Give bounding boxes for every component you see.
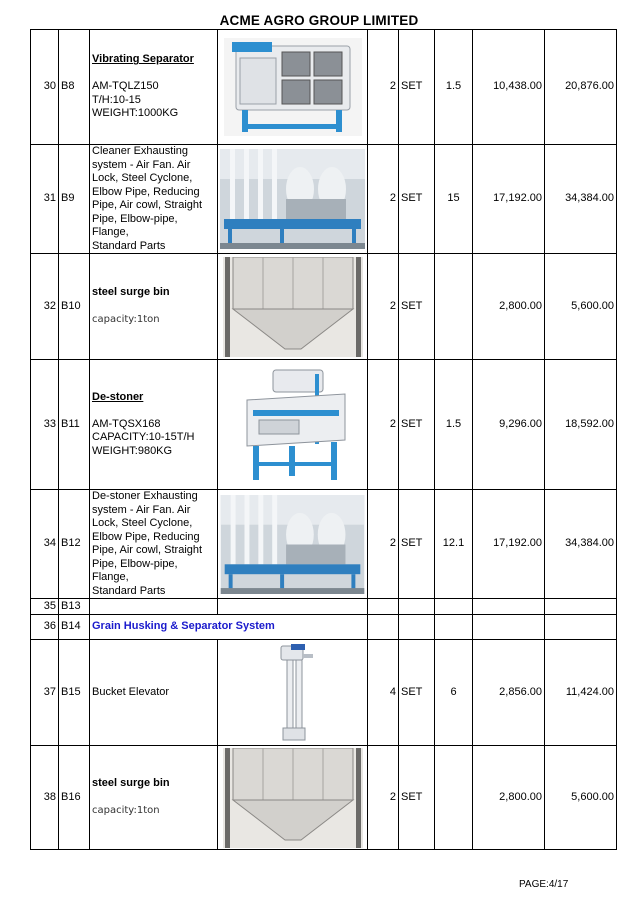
- unit: SET: [399, 145, 435, 254]
- table-row: [31, 640, 617, 746]
- item-no: 37: [31, 640, 59, 746]
- table-row: [31, 30, 617, 145]
- amount: 18,592.00: [545, 360, 617, 490]
- desc-line: Lock, Steel Cyclone,: [92, 517, 193, 529]
- desc-line: Cleaner Exhausting: [92, 145, 189, 157]
- page-title: ACME AGRO GROUP LIMITED: [219, 13, 419, 28]
- unit-price: 17,192.00: [473, 145, 545, 254]
- exhaust-system-image: [220, 149, 365, 249]
- destoner-image: [233, 366, 353, 484]
- item-no: 31: [31, 145, 59, 254]
- volume: [435, 746, 473, 850]
- item-no: 36: [31, 615, 59, 640]
- quantity: 2: [368, 145, 399, 254]
- volume: 1.5: [435, 360, 473, 490]
- unit: SET: [399, 30, 435, 145]
- product-image-cell: [218, 254, 368, 360]
- table-row: [31, 599, 617, 615]
- amount: 5,600.00: [545, 254, 617, 360]
- volume: 1.5: [435, 30, 473, 145]
- desc-line: system - Air Fan. Air: [92, 158, 191, 171]
- item-no: 32: [31, 254, 59, 360]
- unit-price: 10,438.00: [473, 30, 545, 145]
- amount: 20,876.00: [545, 30, 617, 145]
- item-title: steel surge bin: [92, 286, 170, 299]
- quantity: 2: [368, 490, 399, 599]
- desc-line: Pipe, Air cowl, Straight: [92, 544, 203, 556]
- item-description: [90, 490, 218, 599]
- volume: [435, 254, 473, 360]
- spec-line: AM-TQLZ150: [92, 80, 159, 93]
- page-number: PAGE:4/17: [519, 879, 569, 890]
- desc-line: De-stoner Exhausting: [92, 490, 198, 502]
- desc-line: Pipe, Elbow-pipe, Flange,: [92, 557, 178, 583]
- product-image-cell: [218, 30, 368, 145]
- item-description: [90, 30, 218, 145]
- item-description: [90, 360, 218, 490]
- desc-line: Pipe, Elbow-pipe, Flange,: [92, 212, 178, 238]
- item-no: 30: [31, 30, 59, 145]
- item-code: B10: [59, 254, 90, 360]
- quantity: 4: [368, 640, 399, 746]
- item-description: Bucket Elevator: [90, 640, 218, 746]
- unit-price: 9,296.00: [473, 360, 545, 490]
- quotation-table: [30, 29, 617, 850]
- spec-line: AM-TQSX168: [92, 417, 161, 430]
- quantity: 2: [368, 746, 399, 850]
- product-image-cell: [218, 746, 368, 850]
- desc-line: Lock, Steel Cyclone,: [92, 172, 193, 184]
- item-no: 38: [31, 746, 59, 850]
- spec-line: T/H:10-15: [92, 93, 141, 106]
- unit-price: 2,800.00: [473, 254, 545, 360]
- volume: 12.1: [435, 490, 473, 599]
- table-row: [31, 254, 617, 360]
- capacity-text: capacity:1ton: [92, 805, 160, 817]
- item-code: B15: [59, 640, 90, 746]
- vibrating-separator-image: [224, 38, 362, 136]
- exhaust-system-image: [220, 495, 365, 594]
- product-image-cell: [218, 145, 368, 254]
- item-description: [90, 145, 218, 254]
- desc-line: Standard Parts: [92, 584, 166, 597]
- item-no: 34: [31, 490, 59, 599]
- unit-price: 2,800.00: [473, 746, 545, 850]
- desc-line: Elbow Pipe, Reducing: [92, 530, 200, 543]
- table-row: [31, 615, 617, 640]
- amount: 34,384.00: [545, 490, 617, 599]
- spec-line: CAPACITY:10-15T/H: [92, 431, 195, 444]
- item-code: B8: [59, 30, 90, 145]
- unit: SET: [399, 746, 435, 850]
- item-code: B13: [59, 599, 90, 615]
- item-code: B16: [59, 746, 90, 850]
- desc-line: Pipe, Air cowl, Straight: [92, 199, 203, 211]
- unit-price: 17,192.00: [473, 490, 545, 599]
- amount: 11,424.00: [545, 640, 617, 746]
- unit: SET: [399, 640, 435, 746]
- quantity: 2: [368, 30, 399, 145]
- desc-line: Elbow Pipe, Reducing: [92, 185, 200, 198]
- table-row: [31, 490, 617, 599]
- volume: 15: [435, 145, 473, 254]
- product-image-cell: [218, 360, 368, 490]
- item-title: De-stoner: [92, 390, 144, 403]
- table-row: [31, 360, 617, 490]
- table-row: [31, 746, 617, 850]
- item-description: [90, 746, 218, 850]
- unit: SET: [399, 490, 435, 599]
- surge-bin-image: [223, 257, 363, 357]
- surge-bin-image: [223, 748, 363, 848]
- item-no: 35: [31, 599, 59, 615]
- quantity: 2: [368, 360, 399, 490]
- amount: 34,384.00: [545, 145, 617, 254]
- desc-line: system - Air Fan. Air: [92, 503, 191, 516]
- spec-line: WEIGHT:980KG: [92, 444, 173, 457]
- item-title: Vibrating Separator: [92, 53, 194, 66]
- quantity: 2: [368, 254, 399, 360]
- amount: 5,600.00: [545, 746, 617, 850]
- item-description: [90, 254, 218, 360]
- item-code: B9: [59, 145, 90, 254]
- bucket-elevator-image: [263, 644, 323, 742]
- product-image-cell: [218, 490, 368, 599]
- unit: SET: [399, 360, 435, 490]
- product-image-cell: [218, 640, 368, 746]
- volume: 6: [435, 640, 473, 746]
- capacity-text: capacity:1ton: [92, 314, 160, 326]
- item-code: B14: [59, 615, 90, 640]
- table-row: [31, 145, 617, 254]
- unit-price: 2,856.00: [473, 640, 545, 746]
- spec-line: WEIGHT:1000KG: [92, 107, 179, 120]
- desc-line: Standard Parts: [92, 239, 166, 252]
- unit: SET: [399, 254, 435, 360]
- item-title: steel surge bin: [92, 777, 170, 790]
- item-code: B11: [59, 360, 90, 490]
- item-code: B12: [59, 490, 90, 599]
- section-heading: Grain Husking & Separator System: [90, 615, 368, 640]
- item-no: 33: [31, 360, 59, 490]
